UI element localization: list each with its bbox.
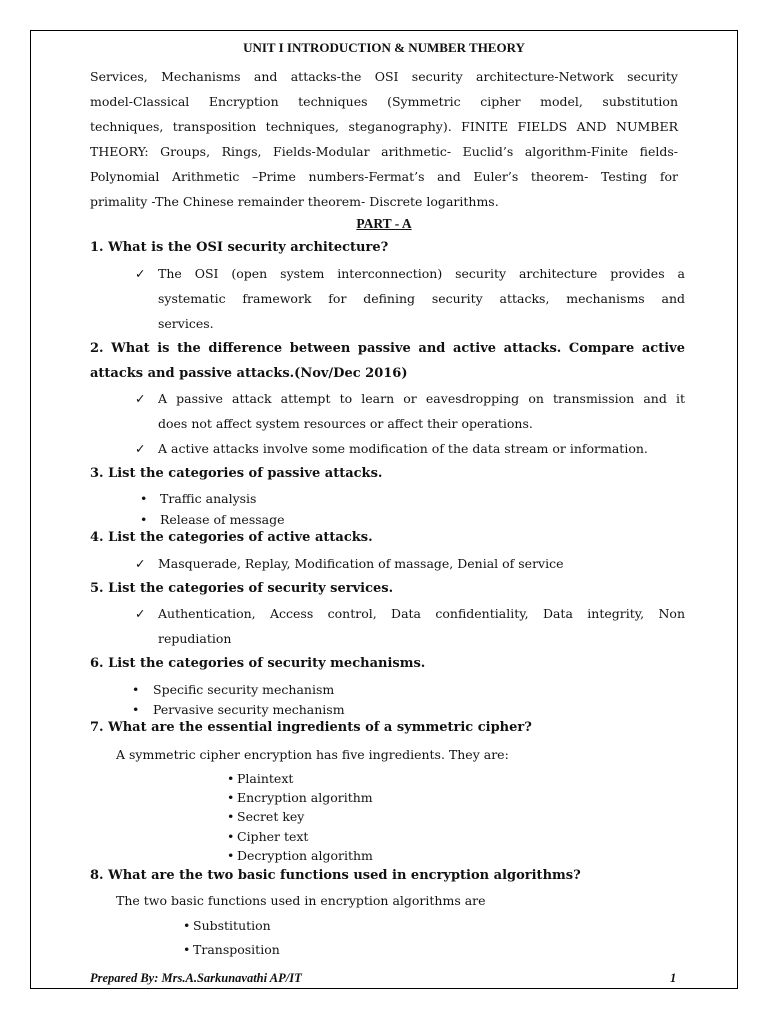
- footer-prepared-by: Prepared By: Mrs.A.Sarkunavathi AP/IT: [90, 971, 302, 985]
- syllabus-line: Services, Mechanisms and attacks-the OSI security architecture-Network security: [90, 69, 678, 84]
- syllabus-line: primality -The Chinese remainder theorem- Discrete logarithms.: [90, 194, 499, 209]
- bullet-icon: •: [140, 491, 148, 506]
- list-item: Specific security mechanism: [153, 682, 335, 697]
- answer-line: The OSI (open system interconnection) security architecture provides a: [158, 266, 685, 281]
- bullet-icon: •: [140, 512, 148, 527]
- syllabus-line: THEORY: Groups, Rings, Fields-Modular arithmetic- Euclid’s algorithm-Finite fields-: [90, 144, 678, 159]
- question-2-line: attacks and passive attacks.(Nov/Dec 2016): [90, 366, 408, 381]
- bullet-icon: •: [227, 790, 235, 805]
- check-icon: ✓: [135, 391, 146, 406]
- question-4: 4. List the categories of active attacks.: [90, 530, 373, 545]
- answer-line: systematic framework for defining security attacks, mechanisms and: [158, 291, 685, 306]
- bullet-icon: •: [227, 771, 235, 786]
- list-item: Cipher text: [237, 829, 309, 844]
- bullet-icon: •: [227, 809, 235, 824]
- answer-line: Authentication, Access control, Data confidentiality, Data integrity, Non: [158, 606, 685, 621]
- bullet-icon: •: [227, 829, 235, 844]
- answer-line: repudiation: [158, 631, 232, 646]
- answer-line: A passive attack attempt to learn or eavesdropping on transmission and it: [158, 391, 685, 406]
- check-icon: ✓: [135, 556, 146, 571]
- part-a-heading: PART - A: [356, 216, 412, 231]
- bullet-icon: •: [132, 682, 140, 697]
- unit-title: UNIT I INTRODUCTION & NUMBER THEORY: [243, 40, 525, 55]
- list-item: Decryption algorithm: [237, 848, 373, 863]
- syllabus-line: techniques, transposition techniques, steganography). FINITE FIELDS AND NUMBER: [90, 119, 678, 134]
- question-3: 3. List the categories of passive attacks.: [90, 466, 383, 481]
- list-item: Plaintext: [237, 771, 294, 786]
- list-item: Encryption algorithm: [237, 790, 373, 805]
- bullet-icon: •: [227, 848, 235, 863]
- question-6: 6. List the categories of security mechanisms.: [90, 656, 426, 671]
- answer-line: A active attacks involve some modification of the data stream or information.: [158, 441, 648, 456]
- question-8: 8. What are the two basic functions used in encryption algorithms?: [90, 868, 581, 883]
- list-item: Transposition: [193, 942, 280, 957]
- syllabus-line: Polynomial Arithmetic –Prime numbers-Fermat’s and Euler’s theorem- Testing for: [90, 169, 678, 184]
- check-icon: ✓: [135, 266, 146, 281]
- question-7: 7. What are the essential ingredients of a symmetric cipher?: [90, 720, 532, 735]
- answer-line: The two basic functions used in encryption algorithms are: [116, 893, 486, 908]
- bullet-icon: •: [132, 702, 140, 717]
- question-1: 1. What is the OSI security architecture?: [90, 240, 389, 255]
- answer-line: services.: [158, 316, 214, 331]
- syllabus-line: model-Classical Encryption techniques (Symmetric cipher model, substitution: [90, 94, 678, 109]
- list-item: Secret key: [237, 809, 305, 824]
- check-icon: ✓: [135, 606, 146, 621]
- list-item: Release of message: [160, 512, 285, 527]
- bullet-icon: •: [183, 918, 191, 933]
- bullet-icon: •: [183, 942, 191, 957]
- list-item: Traffic analysis: [160, 491, 257, 506]
- list-item: Pervasive security mechanism: [153, 702, 345, 717]
- list-item: Substitution: [193, 918, 271, 933]
- page-number: 1: [670, 971, 677, 985]
- question-2-line: 2. What is the difference between passive and active attacks. Compare active: [90, 341, 685, 356]
- answer-line: Masquerade, Replay, Modification of massage, Denial of service: [158, 556, 564, 571]
- question-5: 5. List the categories of security services.: [90, 581, 394, 596]
- answer-line: does not affect system resources or affect their operations.: [158, 416, 533, 431]
- answer-line: A symmetric cipher encryption has five ingredients. They are:: [116, 747, 509, 762]
- check-icon: ✓: [135, 441, 146, 456]
